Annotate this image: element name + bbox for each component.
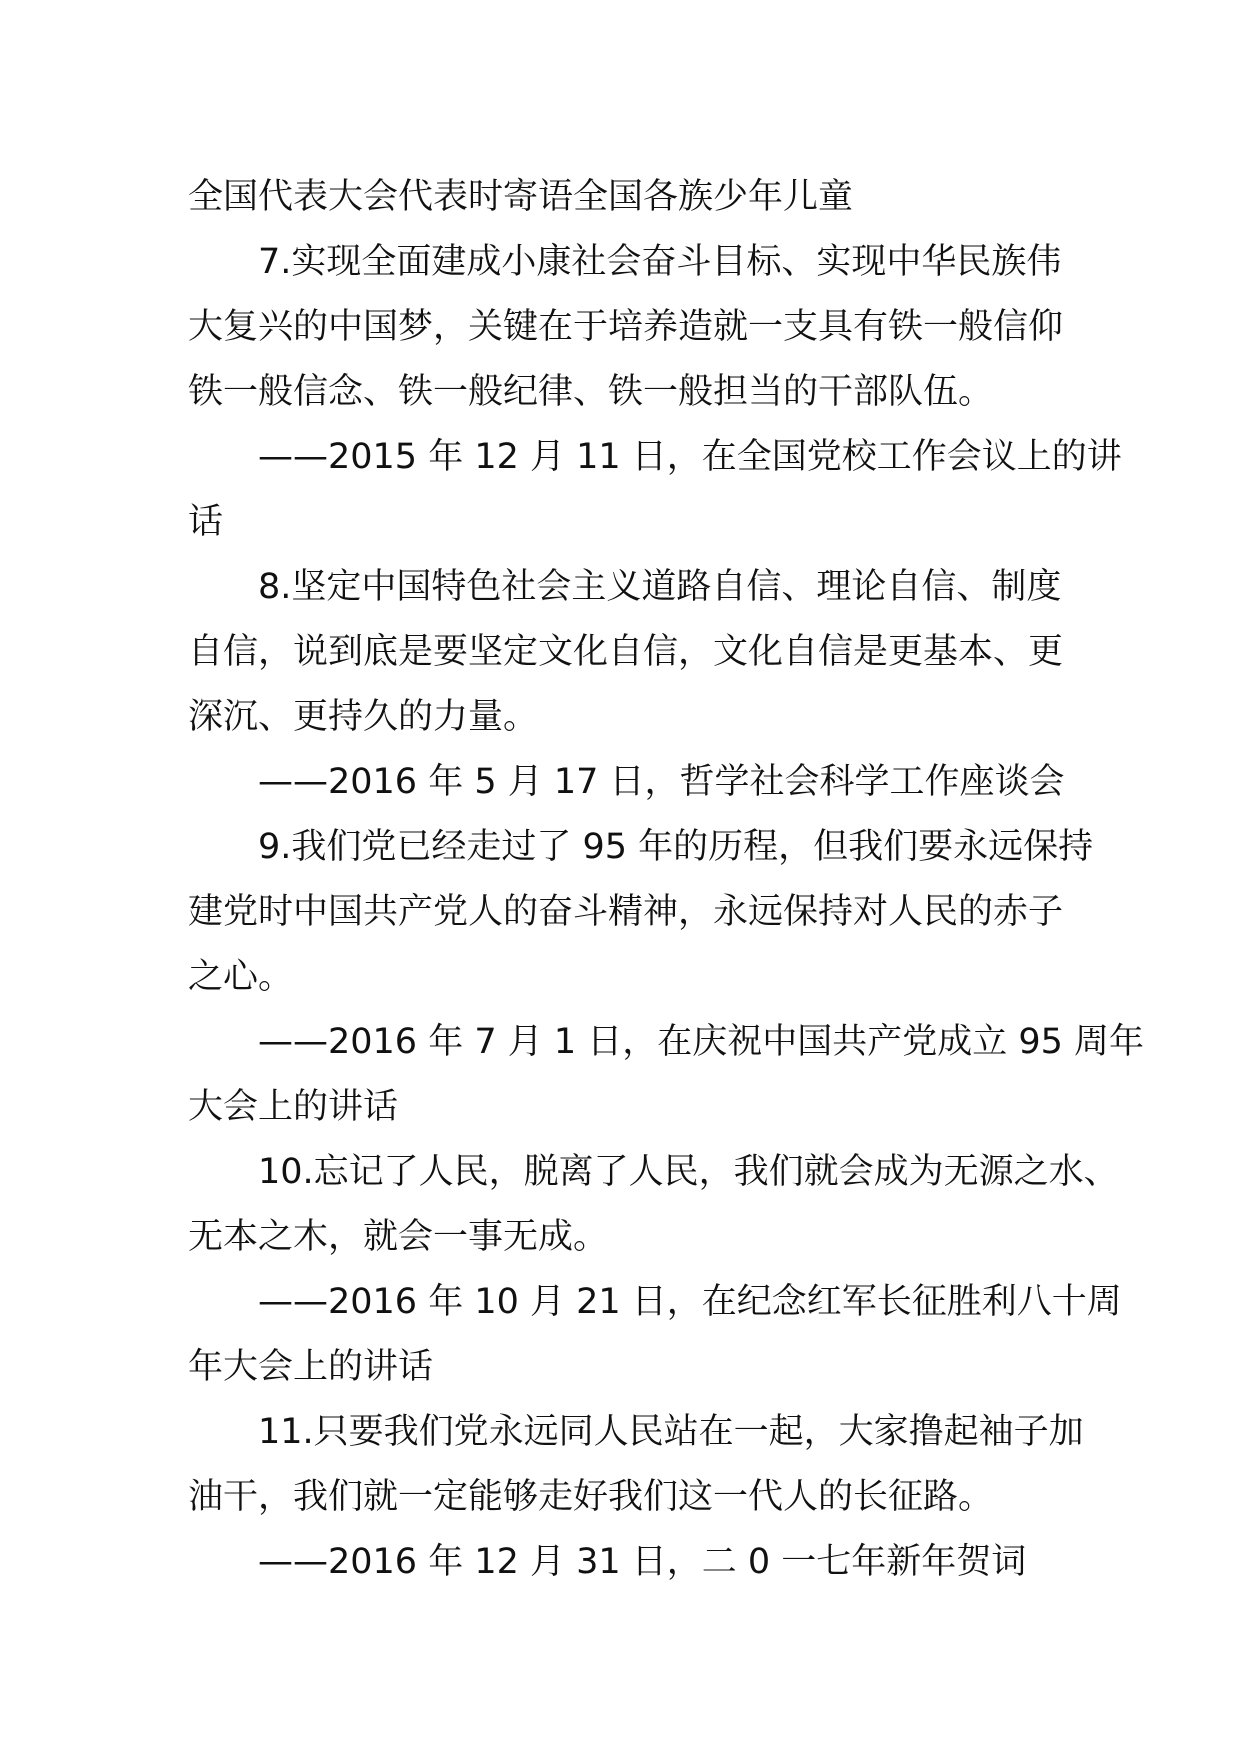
- text-line: 自信，说到底是要坚定文化自信，文化自信是更基本、更: [188, 632, 1064, 672]
- citation-line: ——2016 年 7 月 1 日，在庆祝中国共产党成立 95 周年: [258, 1022, 1145, 1062]
- citation-line: ——2015 年 12 月 11 日，在全国党校工作会议上的讲: [258, 437, 1122, 477]
- text-line: 8.坚定中国特色社会主义道路自信、理论自信、制度: [258, 567, 1062, 607]
- text-line: 11.只要我们党永远同人民站在一起，大家撸起袖子加: [258, 1412, 1084, 1452]
- text-line: 无本之木，就会一事无成。: [188, 1217, 609, 1257]
- text-line: 年大会上的讲话: [188, 1347, 434, 1387]
- document-page: [188, 165, 1145, 1595]
- text-line: 大会上的讲话: [188, 1087, 399, 1127]
- text-line: 建党时中国共产党人的奋斗精神，永远保持对人民的赤子: [188, 892, 1064, 932]
- text-line: 7.实现全面建成小康社会奋斗目标、实现中华民族伟: [258, 242, 1062, 282]
- text-line: 深沉、更持久的力量。: [188, 697, 539, 737]
- text-line: 10.忘记了人民，脱离了人民，我们就会成为无源之水、: [258, 1152, 1119, 1192]
- text-line: 铁一般信念、铁一般纪律、铁一般担当的干部队伍。: [188, 372, 994, 412]
- citation-line: ——2016 年 5 月 17 日，哲学社会科学工作座谈会: [258, 762, 1065, 802]
- text-line: 油干，我们就一定能够走好我们这一代人的长征路。: [188, 1477, 994, 1517]
- citation-line: ——2016 年 10 月 21 日，在纪念红军长征胜利八十周: [258, 1282, 1122, 1322]
- text-line: 全国代表大会代表时寄语全国各族少年儿童: [188, 177, 854, 217]
- text-line: 9.我们党已经走过了 95 年的历程，但我们要永远保持: [258, 827, 1094, 867]
- text-line: 大复兴的中国梦，关键在于培养造就一支具有铁一般信仰: [188, 307, 1064, 347]
- citation-line: ——2016 年 12 月 31 日，二 0 一七年新年贺词: [258, 1542, 1027, 1582]
- text-line: 话: [188, 502, 224, 542]
- text-line: 之心。: [188, 957, 294, 997]
